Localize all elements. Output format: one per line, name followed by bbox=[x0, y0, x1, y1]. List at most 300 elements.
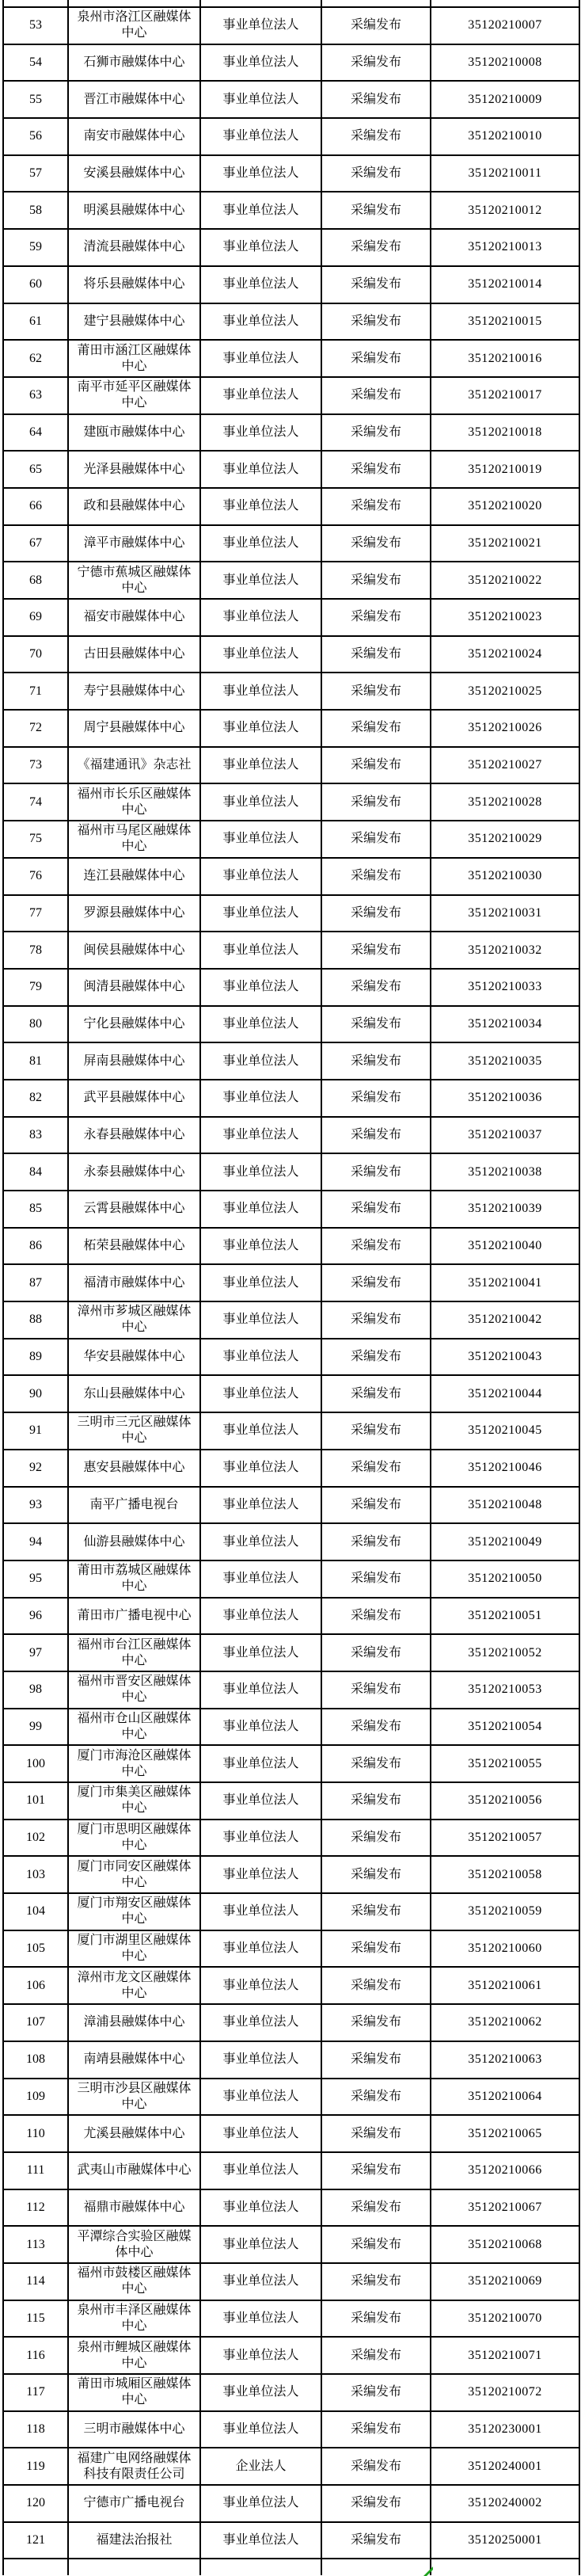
empty-cell bbox=[321, 2559, 431, 2575]
row-number-cell: 75 bbox=[3, 821, 68, 858]
legal-type-cell: 事业单位法人 bbox=[200, 1412, 321, 1450]
license-number-cell: 35120210020 bbox=[431, 488, 579, 525]
scope-cell: 采编发布 bbox=[321, 1560, 431, 1598]
empty-cell bbox=[321, 0, 431, 7]
scope-cell: 采编发布 bbox=[321, 1820, 431, 1857]
scope-cell: 采编发布 bbox=[321, 1856, 431, 1893]
org-name-cell: 晋江市融媒体中心 bbox=[68, 81, 200, 118]
legal-type-cell: 事业单位法人 bbox=[200, 1080, 321, 1117]
license-number-cell: 35120210055 bbox=[431, 1745, 579, 1782]
license-number-cell: 35120210064 bbox=[431, 2079, 579, 2116]
table-row bbox=[3, 2522, 579, 2559]
row-number-cell: 113 bbox=[3, 2226, 68, 2263]
license-number-cell: 35120240002 bbox=[431, 2485, 579, 2522]
legal-type-cell: 事业单位法人 bbox=[200, 932, 321, 969]
org-name-cell: 武夷山市融媒体中心 bbox=[68, 2152, 200, 2189]
org-name-cell: 南平广播电视台 bbox=[68, 1487, 200, 1524]
legal-type-cell: 事业单位法人 bbox=[200, 7, 321, 44]
license-number-cell: 35120210052 bbox=[431, 1634, 579, 1671]
table-row bbox=[3, 2004, 579, 2041]
legal-type-cell: 事业单位法人 bbox=[200, 2079, 321, 2116]
row-number-cell: 107 bbox=[3, 2004, 68, 2041]
empty-cell bbox=[431, 0, 579, 7]
org-name-cell: 厦门市思明区融媒体中心 bbox=[68, 1820, 200, 1857]
row-number-cell: 119 bbox=[3, 2448, 68, 2485]
org-name-cell: 厦门市同安区融媒体中心 bbox=[68, 1856, 200, 1893]
org-name-cell: 福州市晋安区融媒体中心 bbox=[68, 1671, 200, 1709]
scope-cell: 采编发布 bbox=[321, 1080, 431, 1117]
empty-cell bbox=[200, 0, 321, 7]
org-name-cell: 漳州市龙文区融媒体中心 bbox=[68, 1967, 200, 2004]
org-name-cell: 三明市融媒体中心 bbox=[68, 2411, 200, 2448]
org-name-cell: 福清市融媒体中心 bbox=[68, 1264, 200, 1301]
table-row bbox=[3, 414, 579, 452]
row-number-cell: 97 bbox=[3, 1634, 68, 1671]
legal-type-cell: 事业单位法人 bbox=[200, 1523, 321, 1560]
org-name-cell: 福州市仓山区融媒体中心 bbox=[68, 1709, 200, 1746]
org-name-cell: 屏南县融媒体中心 bbox=[68, 1042, 200, 1080]
row-number-cell: 61 bbox=[3, 303, 68, 341]
scope-cell: 采编发布 bbox=[321, 81, 431, 118]
row-number-cell: 83 bbox=[3, 1117, 68, 1154]
legal-type-cell: 事业单位法人 bbox=[200, 81, 321, 118]
scope-cell: 采编发布 bbox=[321, 1339, 431, 1376]
row-number-cell: 101 bbox=[3, 1782, 68, 1820]
partial-row-bottom bbox=[3, 2559, 579, 2575]
org-name-cell: 惠安县融媒体中心 bbox=[68, 1450, 200, 1487]
org-name-cell: 石狮市融媒体中心 bbox=[68, 44, 200, 82]
row-number-cell: 98 bbox=[3, 1671, 68, 1709]
org-name-cell: 福州市台江区融媒体中心 bbox=[68, 1634, 200, 1671]
table-row bbox=[3, 2485, 579, 2522]
row-number-cell: 110 bbox=[3, 2115, 68, 2152]
spreadsheet-area bbox=[2, 0, 579, 2575]
scope-cell: 采编发布 bbox=[321, 1523, 431, 1560]
license-number-cell: 35120210056 bbox=[431, 1782, 579, 1820]
license-number-cell: 35120210009 bbox=[431, 81, 579, 118]
legal-type-cell: 事业单位法人 bbox=[200, 2004, 321, 2041]
org-name-cell: 永春县融媒体中心 bbox=[68, 1117, 200, 1154]
org-name-cell: 安溪县融媒体中心 bbox=[68, 155, 200, 192]
row-number-cell: 62 bbox=[3, 340, 68, 377]
scope-cell: 采编发布 bbox=[321, 44, 431, 82]
empty-cell bbox=[200, 2559, 321, 2575]
org-name-cell: 南安市融媒体中心 bbox=[68, 118, 200, 155]
org-name-cell: 三明市三元区融媒体中心 bbox=[68, 1412, 200, 1450]
table-row bbox=[3, 1856, 579, 1893]
row-number-cell: 79 bbox=[3, 969, 68, 1006]
org-name-cell: 漳浦县融媒体中心 bbox=[68, 2004, 200, 2041]
org-name-cell: 柘荣县融媒体中心 bbox=[68, 1228, 200, 1265]
table-row bbox=[3, 7, 579, 44]
org-name-cell: 泉州市丰泽区融媒体中心 bbox=[68, 2300, 200, 2338]
org-name-cell: 莆田市广播电视中心 bbox=[68, 1598, 200, 1635]
table-row bbox=[3, 1264, 579, 1301]
license-number-cell: 35120240001 bbox=[431, 2448, 579, 2485]
license-number-cell: 35120210051 bbox=[431, 1598, 579, 1635]
scope-cell: 采编发布 bbox=[321, 2448, 431, 2485]
org-name-cell: 莆田市城厢区融媒体中心 bbox=[68, 2374, 200, 2411]
table-row bbox=[3, 932, 579, 969]
org-name-cell: 泉州市鲤城区融媒体中心 bbox=[68, 2337, 200, 2374]
org-name-cell: 闽清县融媒体中心 bbox=[68, 969, 200, 1006]
license-number-cell: 35120210037 bbox=[431, 1117, 579, 1154]
license-number-cell: 35120210053 bbox=[431, 1671, 579, 1709]
legal-type-cell: 事业单位法人 bbox=[200, 2337, 321, 2374]
legal-type-cell: 事业单位法人 bbox=[200, 599, 321, 636]
table-row bbox=[3, 377, 579, 414]
empty-cell bbox=[68, 2559, 200, 2575]
license-number-cell: 35120210048 bbox=[431, 1487, 579, 1524]
org-name-cell: 仙游县融媒体中心 bbox=[68, 1523, 200, 1560]
license-number-cell: 35120210066 bbox=[431, 2152, 579, 2189]
org-name-cell: 漳平市融媒体中心 bbox=[68, 525, 200, 562]
table-row bbox=[3, 1375, 579, 1412]
empty-cell bbox=[431, 2559, 579, 2575]
license-number-cell: 35120210039 bbox=[431, 1191, 579, 1228]
legal-type-cell: 事业单位法人 bbox=[200, 1560, 321, 1598]
row-number-cell: 95 bbox=[3, 1560, 68, 1598]
org-name-cell: 南平市延平区融媒体中心 bbox=[68, 377, 200, 414]
license-number-cell: 35120210067 bbox=[431, 2189, 579, 2227]
table-row bbox=[3, 747, 579, 784]
scope-cell: 采编发布 bbox=[321, 2485, 431, 2522]
legal-type-cell: 事业单位法人 bbox=[200, 155, 321, 192]
table-row bbox=[3, 266, 579, 303]
scope-cell: 采编发布 bbox=[321, 118, 431, 155]
license-number-cell: 35120210042 bbox=[431, 1301, 579, 1339]
row-number-cell: 81 bbox=[3, 1042, 68, 1080]
row-number-cell: 77 bbox=[3, 895, 68, 932]
org-name-cell: 莆田市荔城区融媒体中心 bbox=[68, 1560, 200, 1598]
table-row bbox=[3, 451, 579, 488]
row-number-cell: 65 bbox=[3, 451, 68, 488]
legal-type-cell: 事业单位法人 bbox=[200, 1006, 321, 1043]
legal-type-cell: 事业单位法人 bbox=[200, 2226, 321, 2263]
legal-type-cell: 事业单位法人 bbox=[200, 673, 321, 710]
empty-cell bbox=[68, 0, 200, 7]
license-number-cell: 35120210011 bbox=[431, 155, 579, 192]
legal-type-cell: 事业单位法人 bbox=[200, 2300, 321, 2338]
legal-type-cell: 事业单位法人 bbox=[200, 1375, 321, 1412]
row-number-cell: 84 bbox=[3, 1153, 68, 1191]
table-row bbox=[3, 821, 579, 858]
scope-cell: 采编发布 bbox=[321, 1191, 431, 1228]
license-number-cell: 35120210045 bbox=[431, 1412, 579, 1450]
scope-cell: 采编发布 bbox=[321, 1634, 431, 1671]
legal-type-cell: 事业单位法人 bbox=[200, 1228, 321, 1265]
legal-type-cell: 事业单位法人 bbox=[200, 1930, 321, 1968]
org-name-cell: 福建法治报社 bbox=[68, 2522, 200, 2559]
legal-type-cell: 事业单位法人 bbox=[200, 2263, 321, 2300]
row-number-cell: 94 bbox=[3, 1523, 68, 1560]
legal-type-cell: 事业单位法人 bbox=[200, 858, 321, 895]
table-row bbox=[3, 1450, 579, 1487]
scope-cell: 采编发布 bbox=[321, 2300, 431, 2338]
legal-type-cell: 事业单位法人 bbox=[200, 1893, 321, 1930]
scope-cell: 采编发布 bbox=[321, 747, 431, 784]
license-number-cell: 35120210034 bbox=[431, 1006, 579, 1043]
table-row bbox=[3, 1042, 579, 1080]
row-number-cell: 69 bbox=[3, 599, 68, 636]
license-number-cell: 35120210027 bbox=[431, 747, 579, 784]
legal-type-cell: 事业单位法人 bbox=[200, 2411, 321, 2448]
table-row bbox=[3, 1301, 579, 1339]
legal-type-cell: 事业单位法人 bbox=[200, 1117, 321, 1154]
table-row bbox=[3, 1487, 579, 1524]
license-number-cell: 35120210007 bbox=[431, 7, 579, 44]
table-row bbox=[3, 2152, 579, 2189]
scope-cell: 采编发布 bbox=[321, 821, 431, 858]
org-name-cell: 福州市长乐区融媒体中心 bbox=[68, 783, 200, 821]
scope-cell: 采编发布 bbox=[321, 488, 431, 525]
row-number-cell: 55 bbox=[3, 81, 68, 118]
license-number-cell: 35120210031 bbox=[431, 895, 579, 932]
table-row bbox=[3, 1598, 579, 1635]
row-number-cell: 120 bbox=[3, 2485, 68, 2522]
row-number-cell: 112 bbox=[3, 2189, 68, 2227]
table-row bbox=[3, 710, 579, 747]
table-row bbox=[3, 488, 579, 525]
legal-type-cell: 事业单位法人 bbox=[200, 377, 321, 414]
scope-cell: 采编发布 bbox=[321, 636, 431, 673]
scope-cell: 采编发布 bbox=[321, 562, 431, 599]
table-row bbox=[3, 155, 579, 192]
scope-cell: 采编发布 bbox=[321, 525, 431, 562]
org-name-cell: 南靖县融媒体中心 bbox=[68, 2041, 200, 2079]
row-number-cell: 57 bbox=[3, 155, 68, 192]
table-row bbox=[3, 858, 579, 895]
scope-cell: 采编发布 bbox=[321, 599, 431, 636]
license-number-cell: 35120210032 bbox=[431, 932, 579, 969]
row-number-cell: 67 bbox=[3, 525, 68, 562]
legal-type-cell: 事业单位法人 bbox=[200, 266, 321, 303]
table-row bbox=[3, 1006, 579, 1043]
org-name-cell: 尤溪县融媒体中心 bbox=[68, 2115, 200, 2152]
legal-type-cell: 企业法人 bbox=[200, 2448, 321, 2485]
scope-cell: 采编发布 bbox=[321, 2041, 431, 2079]
scope-cell: 采编发布 bbox=[321, 1745, 431, 1782]
row-number-cell: 89 bbox=[3, 1339, 68, 1376]
legal-type-cell: 事业单位法人 bbox=[200, 1967, 321, 2004]
table-row bbox=[3, 783, 579, 821]
row-number-cell: 82 bbox=[3, 1080, 68, 1117]
license-number-cell: 35120210057 bbox=[431, 1820, 579, 1857]
row-number-cell: 54 bbox=[3, 44, 68, 82]
license-number-cell: 35120210061 bbox=[431, 1967, 579, 2004]
scope-cell: 采编发布 bbox=[321, 2115, 431, 2152]
scope-cell: 采编发布 bbox=[321, 2152, 431, 2189]
license-number-cell: 35120230001 bbox=[431, 2411, 579, 2448]
legal-type-cell: 事业单位法人 bbox=[200, 1042, 321, 1080]
license-number-cell: 35120210069 bbox=[431, 2263, 579, 2300]
scope-cell: 采编发布 bbox=[321, 1006, 431, 1043]
org-name-cell: 厦门市集美区融媒体中心 bbox=[68, 1782, 200, 1820]
org-name-cell: 《福建通讯》杂志社 bbox=[68, 747, 200, 784]
org-name-cell: 宁化县融媒体中心 bbox=[68, 1006, 200, 1043]
row-number-cell: 73 bbox=[3, 747, 68, 784]
license-number-cell: 35120210046 bbox=[431, 1450, 579, 1487]
legal-type-cell: 事业单位法人 bbox=[200, 1856, 321, 1893]
scope-cell: 采编发布 bbox=[321, 1153, 431, 1191]
table-row bbox=[3, 1820, 579, 1857]
legal-type-cell: 事业单位法人 bbox=[200, 2115, 321, 2152]
scope-cell: 采编发布 bbox=[321, 1782, 431, 1820]
scope-cell: 采编发布 bbox=[321, 1228, 431, 1265]
legal-type-cell: 事业单位法人 bbox=[200, 1301, 321, 1339]
scope-cell: 采编发布 bbox=[321, 932, 431, 969]
org-name-cell: 福州市鼓楼区融媒体中心 bbox=[68, 2263, 200, 2300]
table-row bbox=[3, 1117, 579, 1154]
license-number-cell: 35120210023 bbox=[431, 599, 579, 636]
legal-type-cell: 事业单位法人 bbox=[200, 710, 321, 747]
row-number-cell: 70 bbox=[3, 636, 68, 673]
license-number-cell: 35120210040 bbox=[431, 1228, 579, 1265]
org-name-cell: 罗源县融媒体中心 bbox=[68, 895, 200, 932]
legal-type-cell: 事业单位法人 bbox=[200, 1487, 321, 1524]
scope-cell: 采编发布 bbox=[321, 1967, 431, 2004]
legal-type-cell: 事业单位法人 bbox=[200, 747, 321, 784]
table-row bbox=[3, 673, 579, 710]
table-row bbox=[3, 2448, 579, 2485]
table-row bbox=[3, 2374, 579, 2411]
legal-type-cell: 事业单位法人 bbox=[200, 2189, 321, 2227]
row-number-cell: 109 bbox=[3, 2079, 68, 2116]
table-row bbox=[3, 1671, 579, 1709]
table-row bbox=[3, 525, 579, 562]
scope-cell: 采编发布 bbox=[321, 2374, 431, 2411]
row-number-cell: 116 bbox=[3, 2337, 68, 2374]
scope-cell: 采编发布 bbox=[321, 2411, 431, 2448]
org-name-cell: 东山县融媒体中心 bbox=[68, 1375, 200, 1412]
license-number-cell: 35120210049 bbox=[431, 1523, 579, 1560]
table-row bbox=[3, 2115, 579, 2152]
legal-type-cell: 事业单位法人 bbox=[200, 414, 321, 452]
org-name-cell: 武平县融媒体中心 bbox=[68, 1080, 200, 1117]
license-number-cell: 35120210024 bbox=[431, 636, 579, 673]
row-number-cell: 80 bbox=[3, 1006, 68, 1043]
row-number-cell: 91 bbox=[3, 1412, 68, 1450]
row-number-cell: 53 bbox=[3, 7, 68, 44]
license-number-cell: 35120210033 bbox=[431, 969, 579, 1006]
license-number-cell: 35120210018 bbox=[431, 414, 579, 452]
license-number-cell: 35120210054 bbox=[431, 1709, 579, 1746]
scope-cell: 采编发布 bbox=[321, 895, 431, 932]
scope-cell: 采编发布 bbox=[321, 340, 431, 377]
scope-cell: 采编发布 bbox=[321, 2226, 431, 2263]
row-number-cell: 68 bbox=[3, 562, 68, 599]
table-row bbox=[3, 895, 579, 932]
table-row bbox=[3, 2041, 579, 2079]
row-number-cell: 92 bbox=[3, 1450, 68, 1487]
license-number-cell: 35120250001 bbox=[431, 2522, 579, 2559]
org-name-cell: 周宁县融媒体中心 bbox=[68, 710, 200, 747]
org-name-cell: 平潭综合实验区融媒体中心 bbox=[68, 2226, 200, 2263]
license-number-cell: 35120210065 bbox=[431, 2115, 579, 2152]
legal-type-cell: 事业单位法人 bbox=[200, 1671, 321, 1709]
license-number-cell: 35120210029 bbox=[431, 821, 579, 858]
row-number-cell: 106 bbox=[3, 1967, 68, 2004]
row-number-cell: 99 bbox=[3, 1709, 68, 1746]
table-row bbox=[3, 599, 579, 636]
org-name-cell: 华安县融媒体中心 bbox=[68, 1339, 200, 1376]
license-number-cell: 35120210050 bbox=[431, 1560, 579, 1598]
row-number-cell: 121 bbox=[3, 2522, 68, 2559]
fill-handle-icon[interactable] bbox=[423, 2566, 433, 2576]
row-number-cell: 117 bbox=[3, 2374, 68, 2411]
org-name-cell: 泉州市洛江区融媒体中心 bbox=[68, 7, 200, 44]
license-number-cell: 35120210071 bbox=[431, 2337, 579, 2374]
scope-cell: 采编发布 bbox=[321, 1117, 431, 1154]
license-number-cell: 35120210016 bbox=[431, 340, 579, 377]
row-number-cell: 86 bbox=[3, 1228, 68, 1265]
org-name-cell: 漳州市芗城区融媒体中心 bbox=[68, 1301, 200, 1339]
scope-cell: 采编发布 bbox=[321, 303, 431, 341]
license-number-cell: 35120210038 bbox=[431, 1153, 579, 1191]
row-number-cell: 118 bbox=[3, 2411, 68, 2448]
org-name-cell: 建瓯市融媒体中心 bbox=[68, 414, 200, 452]
scope-cell: 采编发布 bbox=[321, 858, 431, 895]
row-number-cell: 60 bbox=[3, 266, 68, 303]
license-number-cell: 35120210017 bbox=[431, 377, 579, 414]
row-number-cell: 105 bbox=[3, 1930, 68, 1968]
license-number-cell: 35120210021 bbox=[431, 525, 579, 562]
table-row bbox=[3, 636, 579, 673]
scope-cell: 采编发布 bbox=[321, 451, 431, 488]
legal-type-cell: 事业单位法人 bbox=[200, 303, 321, 341]
license-number-cell: 35120210043 bbox=[431, 1339, 579, 1376]
scope-cell: 采编发布 bbox=[321, 155, 431, 192]
row-number-cell: 115 bbox=[3, 2300, 68, 2338]
table-row bbox=[3, 1634, 579, 1671]
license-number-cell: 35120210014 bbox=[431, 266, 579, 303]
table-row bbox=[3, 2079, 579, 2116]
table-row bbox=[3, 303, 579, 341]
table-row bbox=[3, 1412, 579, 1450]
org-name-cell: 清流县融媒体中心 bbox=[68, 229, 200, 266]
scope-cell: 采编发布 bbox=[321, 1709, 431, 1746]
scope-cell: 采编发布 bbox=[321, 1893, 431, 1930]
license-number-cell: 35120210022 bbox=[431, 562, 579, 599]
legal-type-cell: 事业单位法人 bbox=[200, 44, 321, 82]
org-name-cell: 政和县融媒体中心 bbox=[68, 488, 200, 525]
license-number-cell: 35120210060 bbox=[431, 1930, 579, 1968]
table-row bbox=[3, 81, 579, 118]
license-number-cell: 35120210059 bbox=[431, 1893, 579, 1930]
scope-cell: 采编发布 bbox=[321, 1930, 431, 1968]
license-number-cell: 35120210028 bbox=[431, 783, 579, 821]
scope-cell: 采编发布 bbox=[321, 1264, 431, 1301]
row-number-cell: 100 bbox=[3, 1745, 68, 1782]
table-row bbox=[3, 1153, 579, 1191]
legal-type-cell: 事业单位法人 bbox=[200, 969, 321, 1006]
table-row bbox=[3, 1191, 579, 1228]
license-number-cell: 35120210062 bbox=[431, 2004, 579, 2041]
legal-type-cell: 事业单位法人 bbox=[200, 192, 321, 229]
table-row bbox=[3, 44, 579, 82]
scope-cell: 采编发布 bbox=[321, 1671, 431, 1709]
table-row bbox=[3, 192, 579, 229]
legal-type-cell: 事业单位法人 bbox=[200, 562, 321, 599]
license-number-cell: 35120210068 bbox=[431, 2226, 579, 2263]
table-row bbox=[3, 1228, 579, 1265]
table-row bbox=[3, 2189, 579, 2227]
row-number-cell: 64 bbox=[3, 414, 68, 452]
row-number-cell: 59 bbox=[3, 229, 68, 266]
legal-type-cell: 事业单位法人 bbox=[200, 783, 321, 821]
org-name-cell: 明溪县融媒体中心 bbox=[68, 192, 200, 229]
row-number-cell: 87 bbox=[3, 1264, 68, 1301]
